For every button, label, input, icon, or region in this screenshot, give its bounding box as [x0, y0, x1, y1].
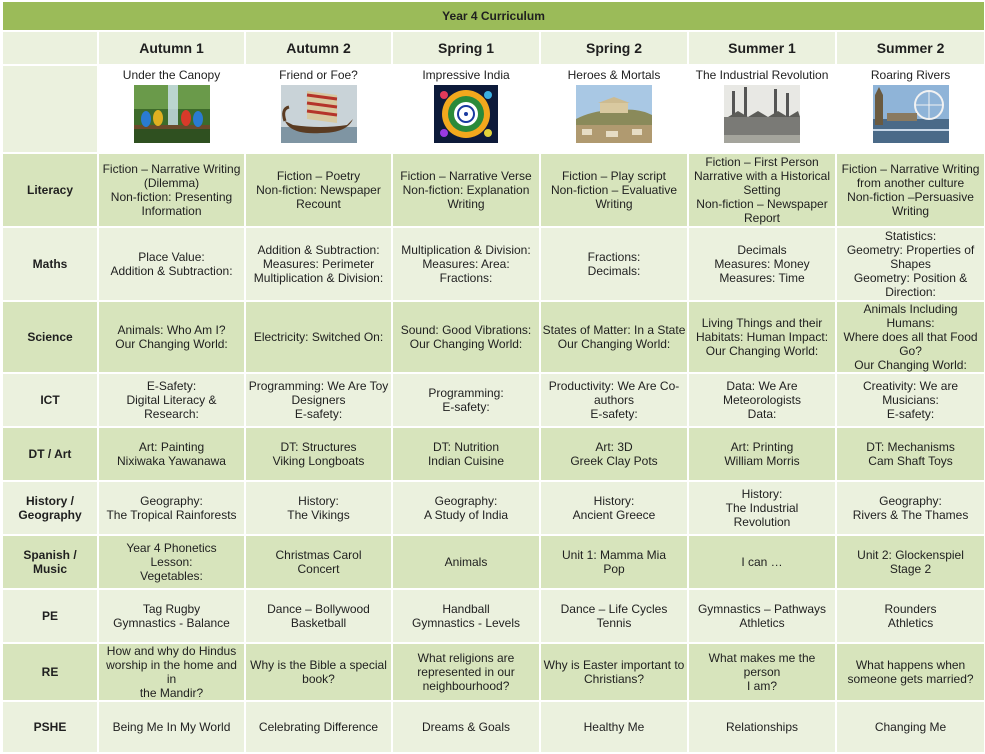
curriculum-cell: [245, 427, 392, 481]
curriculum-cell: [836, 227, 985, 301]
topic-corner-cell: [2, 65, 98, 153]
subject-rows: [2, 153, 985, 753]
viking-longship-image: [281, 85, 357, 143]
london-thames-image: [863, 85, 959, 143]
curriculum-cell-text: Relationships: [725, 720, 799, 734]
curriculum-cell: [688, 301, 836, 373]
curriculum-cell-text: Place Value: Addition & Subtraction:: [110, 250, 233, 278]
curriculum-cell: [98, 373, 245, 427]
curriculum-cell: [98, 153, 245, 227]
topic-cell: [98, 65, 245, 153]
curriculum-cell: [392, 301, 540, 373]
subject-label: [2, 535, 98, 589]
curriculum-cell: [392, 589, 540, 643]
curriculum-cell: [245, 589, 392, 643]
curriculum-cell: [688, 701, 836, 753]
curriculum-cell-text: Healthy Me: [583, 720, 645, 734]
curriculum-cell: [540, 427, 688, 481]
subject-label: [2, 227, 98, 301]
curriculum-cell-text: DT: Structures Viking Longboats: [272, 440, 365, 468]
term-header-row: [2, 31, 985, 65]
topic-title: Impressive India: [422, 68, 510, 82]
subject-label: [2, 153, 98, 227]
curriculum-cell-text: Fiction – Narrative Writing from another culture Non-fiction –Persuasive Writing: [841, 162, 980, 218]
subject-label-text: RE: [41, 665, 59, 679]
curriculum-cell-text: Tag Rugby Gymnastics - Balance: [113, 602, 230, 630]
subject-label: [2, 589, 98, 643]
subject-label: [2, 481, 98, 535]
curriculum-cell-text: Geography: Rivers & The Thames: [852, 494, 969, 522]
curriculum-cell-text: Programming: E-safety:: [428, 386, 504, 414]
curriculum-cell-text: Art: Printing William Morris: [724, 440, 800, 468]
curriculum-cell-text: Rounders Athletics: [884, 602, 937, 630]
curriculum-cell-text: States of Matter: In a State Our Changing World:: [542, 323, 686, 351]
curriculum-cell-text: Statistics: Geometry: Properties of Shapes Geometry: Position & Direction:: [846, 229, 975, 299]
subject-row: [2, 535, 985, 589]
header-corner-cell: [2, 31, 98, 65]
subject-label: [2, 301, 98, 373]
table-title: Year 4 Curriculum: [2, 1, 985, 31]
curriculum-cell: [540, 153, 688, 227]
curriculum-cell: [688, 373, 836, 427]
curriculum-cell: [688, 481, 836, 535]
topic-title: Heroes & Mortals: [567, 68, 661, 82]
curriculum-cell: [688, 227, 836, 301]
curriculum-cell-text: Handball Gymnastics - Levels: [411, 602, 521, 630]
curriculum-cell: [540, 227, 688, 301]
curriculum-cell-text: Unit 2: Glockenspiel Stage 2: [857, 548, 964, 576]
curriculum-cell-text: Fiction – Poetry Non-fiction: Newspaper Recount: [256, 169, 381, 211]
curriculum-cell: [98, 301, 245, 373]
topic-cell: [836, 65, 985, 153]
curriculum-cell: [836, 535, 985, 589]
curriculum-cell-text: Dance – Life Cycles Tennis: [560, 602, 668, 630]
curriculum-cell-text: History: The Industrial Revolution: [725, 487, 799, 529]
curriculum-cell: [540, 481, 688, 535]
term-header: Autumn 2: [245, 31, 392, 65]
ancient-greece-acropolis-image: [561, 85, 667, 143]
curriculum-cell-text: Fiction – Narrative Verse Non-fiction: Explanation Writing: [400, 169, 532, 211]
term-header: Spring 1: [392, 31, 540, 65]
curriculum-cell-text: History: The Vikings: [287, 494, 350, 522]
curriculum-cell: [245, 227, 392, 301]
curriculum-cell-text: Celebrating Difference: [258, 720, 379, 734]
term-header: Spring 2: [540, 31, 688, 65]
curriculum-cell-text: Why is the Bible a special book?: [250, 658, 387, 686]
subject-row: [2, 427, 985, 481]
curriculum-cell: [98, 589, 245, 643]
curriculum-cell-text: Fractions: Decimals:: [587, 250, 641, 278]
curriculum-cell-text: How and why do Hindus worship in the home and in the Mandir?: [106, 644, 237, 700]
subject-label-text: PE: [41, 609, 58, 623]
curriculum-cell: [392, 373, 540, 427]
subject-row: [2, 301, 985, 373]
subject-label-text: DT / Art: [28, 447, 72, 461]
industrial-factories-image: [713, 85, 811, 143]
subject-label: [2, 701, 98, 753]
topic-cell: [392, 65, 540, 153]
subject-row: [2, 373, 985, 427]
curriculum-cell: [688, 535, 836, 589]
subject-label: [2, 373, 98, 427]
curriculum-cell-text: Addition & Subtraction: Measures: Perimeter Multiplication & Division:: [253, 243, 384, 285]
curriculum-cell-text: Christmas Carol Concert: [275, 548, 362, 576]
curriculum-cell: [392, 535, 540, 589]
subject-label-text: Literacy: [26, 183, 74, 197]
curriculum-cell: [98, 535, 245, 589]
curriculum-cell-text: DT: Nutrition Indian Cuisine: [427, 440, 505, 468]
curriculum-cell-text: Dance – Bollywood Basketball: [267, 602, 370, 630]
curriculum-cell: [98, 481, 245, 535]
topic-title: The Industrial Revolution: [695, 68, 829, 82]
curriculum-cell-text: Changing Me: [874, 720, 947, 734]
curriculum-cell: [245, 535, 392, 589]
subject-row: [2, 481, 985, 535]
curriculum-cell: [245, 373, 392, 427]
subject-label-text: Spanish / Music: [23, 548, 77, 576]
curriculum-cell-text: Art: Painting Nixiwaka Yawanawa: [117, 440, 226, 468]
curriculum-cell-text: Programming: We Are Toy Designers E-safety:: [248, 379, 389, 421]
curriculum-cell: [540, 301, 688, 373]
curriculum-cell: [540, 535, 688, 589]
curriculum-cell-text: Multiplication & Division: Measures: Area: Fractions:: [401, 243, 531, 285]
subject-label: [2, 427, 98, 481]
curriculum-cell: [836, 643, 985, 701]
curriculum-cell: [98, 227, 245, 301]
subject-row: [2, 643, 985, 701]
curriculum-cell: [688, 153, 836, 227]
subject-row: [2, 153, 985, 227]
curriculum-cell: [836, 301, 985, 373]
curriculum-cell-text: Animals: Who Am I? Our Changing World:: [115, 323, 228, 351]
curriculum-cell-text: DT: Mechanisms Cam Shaft Toys: [866, 440, 955, 468]
parrots-rainforest-image: [134, 85, 210, 143]
curriculum-cell-text: Data: We Are Meteorologists Data:: [722, 379, 802, 421]
curriculum-cell-text: What religions are represented in our neighbourhood?: [417, 651, 515, 693]
curriculum-cell: [392, 227, 540, 301]
subject-label-text: PSHE: [33, 720, 67, 734]
curriculum-cell-text: Year 4 Phonetics Lesson: Vegetables:: [126, 541, 217, 583]
curriculum-cell-text: I can …: [741, 555, 783, 569]
curriculum-cell: [540, 373, 688, 427]
topic-title: Under the Canopy: [122, 68, 221, 82]
curriculum-cell: [836, 373, 985, 427]
curriculum-cell-text: Productivity: We Are Co- authors E-safety:: [548, 379, 680, 421]
curriculum-cell: [392, 643, 540, 701]
curriculum-cell: [245, 643, 392, 701]
subject-label-text: Science: [27, 330, 73, 344]
curriculum-cell: [392, 701, 540, 753]
curriculum-cell-text: Unit 1: Mamma Mia Pop: [561, 548, 667, 576]
curriculum-cell: [245, 701, 392, 753]
curriculum-cell-text: Animals: [444, 555, 488, 569]
curriculum-cell: [836, 589, 985, 643]
india-mandala-image: [428, 85, 504, 143]
subject-row: [2, 589, 985, 643]
curriculum-cell: [836, 481, 985, 535]
curriculum-cell: [392, 427, 540, 481]
subject-row: [2, 227, 985, 301]
curriculum-cell: [540, 643, 688, 701]
term-header: Summer 1: [688, 31, 836, 65]
topic-cell: [688, 65, 836, 153]
curriculum-cell-text: Fiction – First Person Narrative with a Historical Setting Non-fiction – Newspaper Report: [693, 155, 831, 225]
curriculum-cell-text: Creativity: We are Musicians: E-safety:: [862, 379, 959, 421]
curriculum-cell: [540, 701, 688, 753]
curriculum-cell: [245, 301, 392, 373]
curriculum-cell-text: Electricity: Switched On:: [253, 330, 384, 344]
curriculum-cell-text: Animals Including Humans: Where does all that Food Go? Our Changing World:: [843, 302, 978, 372]
curriculum-cell: [836, 701, 985, 753]
curriculum-cell-text: Decimals Measures: Money Measures: Time: [714, 243, 810, 285]
topic-row: [2, 65, 985, 153]
curriculum-cell: [688, 643, 836, 701]
curriculum-cell-text: Dreams & Goals: [421, 720, 511, 734]
curriculum-cell: [392, 153, 540, 227]
curriculum-cell-text: E-Safety: Digital Literacy & Research:: [126, 379, 217, 421]
topic-title: Roaring Rivers: [870, 68, 951, 82]
subject-label-text: Maths: [32, 257, 68, 271]
curriculum-cell-text: What makes me the person I am?: [708, 651, 816, 693]
curriculum-cell: [688, 427, 836, 481]
topic-title: Friend or Foe?: [279, 68, 358, 82]
subject-label-text: History / Geography: [18, 494, 82, 522]
curriculum-cell-text: Living Things and their Habitats: Human Impact: Our Changing World:: [695, 316, 829, 358]
topic-cell: [245, 65, 392, 153]
term-header: Autumn 1: [98, 31, 245, 65]
curriculum-cell-text: Being Me In My World: [112, 720, 231, 734]
curriculum-cell: [688, 589, 836, 643]
curriculum-cell: [245, 481, 392, 535]
curriculum-cell-text: Sound: Good Vibrations: Our Changing World:: [400, 323, 532, 351]
term-header: Summer 2: [836, 31, 985, 65]
topic-cell: [540, 65, 688, 153]
curriculum-cell-text: Fiction – Narrative Writing (Dilemma) Non-fiction: Presenting Information: [102, 162, 241, 218]
curriculum-cell-text: Fiction – Play script Non-fiction – Evaluative Writing: [550, 169, 678, 211]
curriculum-cell-text: Gymnastics – Pathways Athletics: [697, 602, 827, 630]
curriculum-cell: [392, 481, 540, 535]
curriculum-table: [1, 0, 985, 754]
curriculum-cell-text: Geography: The Tropical Rainforests: [106, 494, 237, 522]
curriculum-cell: [836, 153, 985, 227]
subject-row: [2, 701, 985, 753]
curriculum-cell: [98, 701, 245, 753]
curriculum-cell: [98, 643, 245, 701]
curriculum-cell: [540, 589, 688, 643]
curriculum-cell: [836, 427, 985, 481]
curriculum-cell: [98, 427, 245, 481]
curriculum-cell-text: What happens when someone gets married?: [847, 658, 974, 686]
curriculum-cell-text: Art: 3D Greek Clay Pots: [570, 440, 658, 468]
curriculum-cell-text: Geography: A Study of India: [423, 494, 509, 522]
curriculum-cell: [245, 153, 392, 227]
curriculum-cell-text: Why is Easter important to Christians?: [543, 658, 685, 686]
curriculum-cell-text: History: Ancient Greece: [572, 494, 656, 522]
subject-label: [2, 643, 98, 701]
subject-label-text: ICT: [40, 393, 60, 407]
